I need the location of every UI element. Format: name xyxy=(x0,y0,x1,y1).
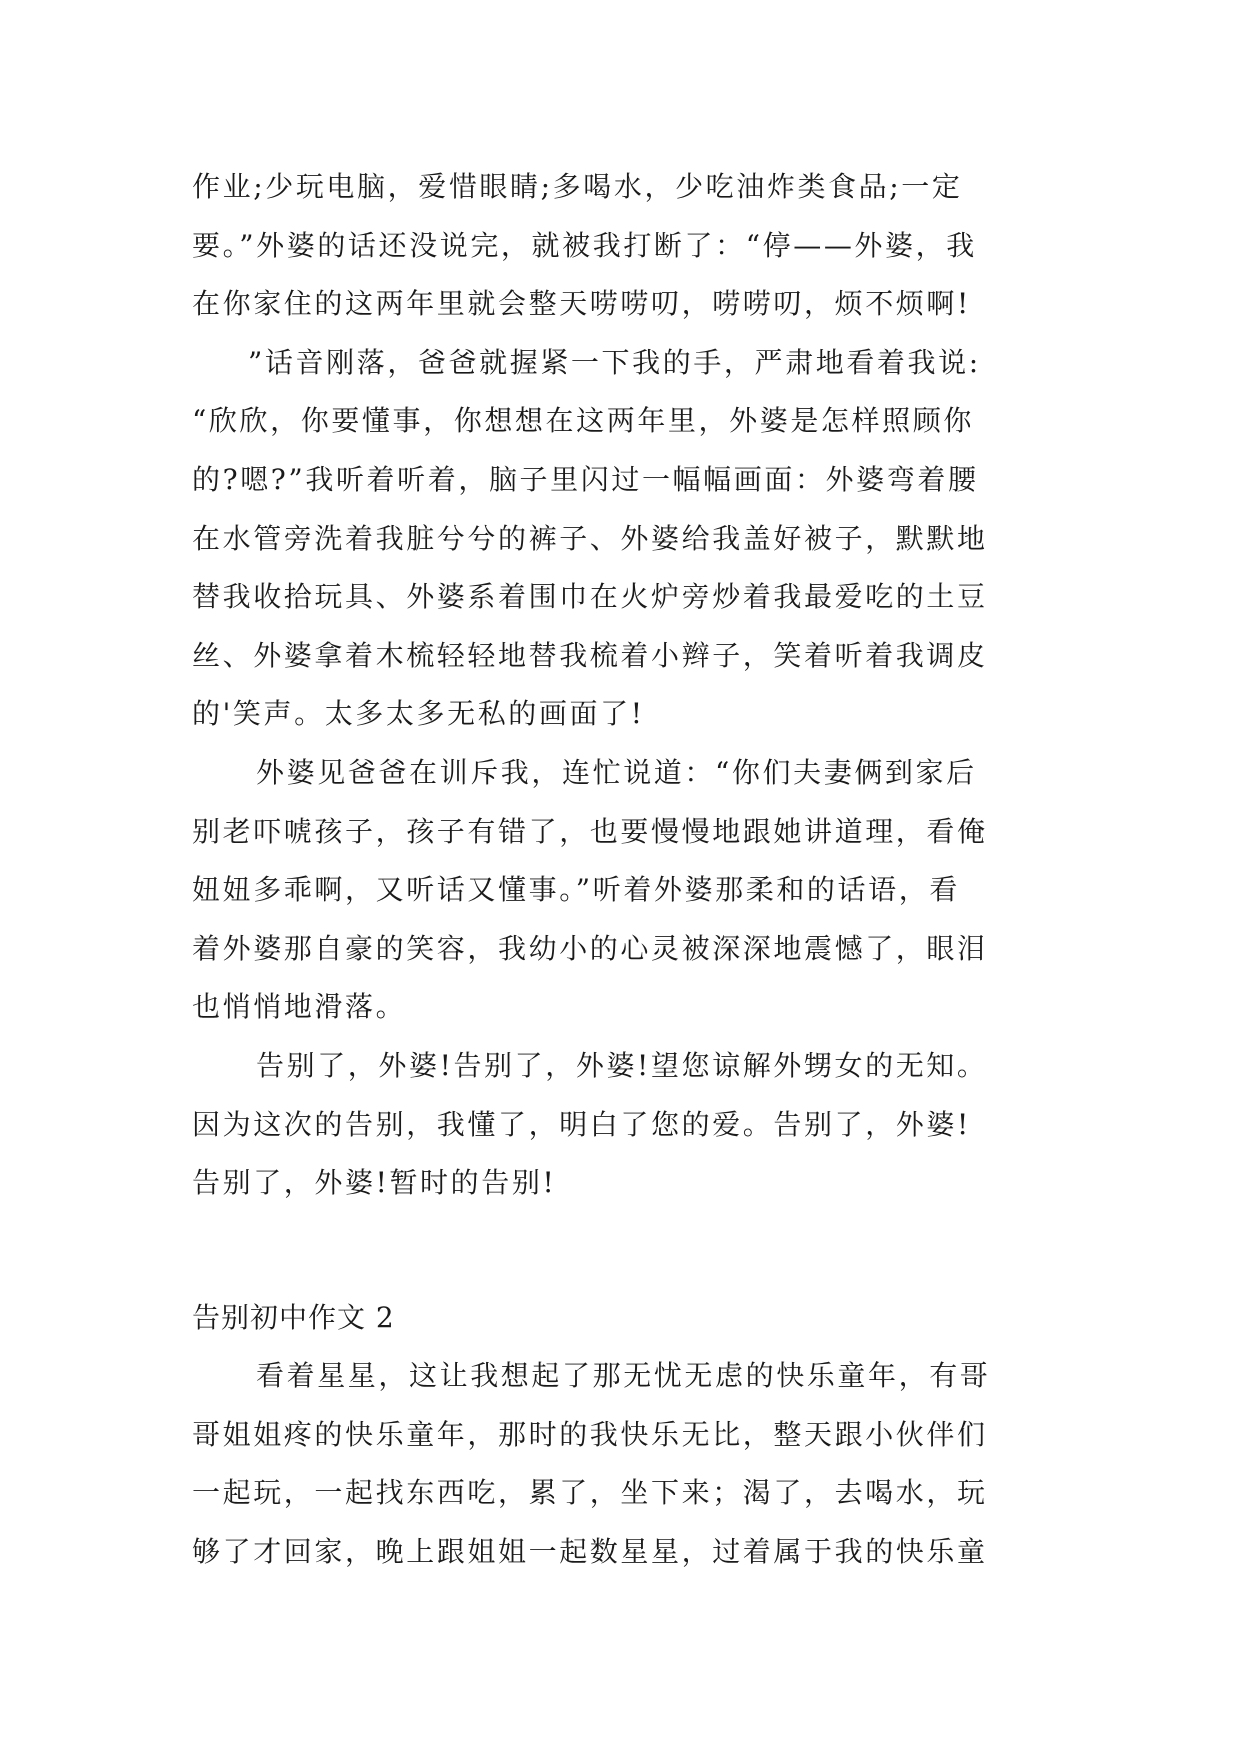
text-line: 在你家住的这两年里就会整天唠唠叨，唠唠叨，烦不烦啊! xyxy=(192,287,971,321)
text-line: 够了才回家，晚上跟姐姐一起数星星，过着属于我的快乐童 xyxy=(192,1535,988,1569)
text-line: 别老吓唬孩子，孩子有错了，也要慢慢地跟她讲道理，看俺 xyxy=(192,814,988,848)
text-line: 也悄悄地滑落。 xyxy=(192,990,407,1024)
text-line: 哥姐姐疼的快乐童年，那时的我快乐无比，整天跟小伙伴们 xyxy=(192,1417,988,1451)
text-line: 作业;少玩电脑，爱惜眼睛;多喝水，少吃油炸类食品;一定 xyxy=(192,170,963,203)
section-heading: 告别初中作文 2 xyxy=(192,1300,395,1334)
text-line: 丝、外婆拿着木梳轻轻地替我梳着小辫子，笑着听着我调皮 xyxy=(192,638,988,672)
paragraph-first-line: 告别了，外婆!告别了，外婆!望您谅解外甥女的无知。 xyxy=(256,1048,988,1082)
text-line: 因为这次的告别，我懂了，明白了您的爱。告别了，外婆! xyxy=(192,1107,971,1141)
text-line: ”话音刚落，爸爸就握紧一下我的手，严肃地看着我说: xyxy=(248,345,981,379)
text-line: 替我收拾玩具、外婆系着围巾在火炉旁炒着我最爱吃的土豆 xyxy=(192,580,988,614)
text-line: 告别了，外婆!暂时的告别! xyxy=(192,1166,557,1200)
text-line: 的'笑声。太多太多无私的画面了! xyxy=(192,697,645,731)
document-body xyxy=(192,158,1062,1582)
text-line: 的?嗯?”我听着听着，脑子里闪过一幅幅画面：外婆弯着腰 xyxy=(192,462,979,496)
text-line: 妞妞多乖啊，又听话又懂事。”听着外婆那柔和的话语，看 xyxy=(192,873,960,907)
paragraph-first-line: 看着星星，这让我想起了那无忧无虑的快乐童年，有哥 xyxy=(256,1359,991,1393)
paragraph-first-line: 外婆见爸爸在训斥我，连忙说道：“你们夫妻俩到家后 xyxy=(256,755,977,789)
text-line: 在水管旁洗着我脏兮兮的裤子、外婆给我盖好被子，默默地 xyxy=(192,521,988,555)
text-line: 一起玩，一起找东西吃，累了，坐下来；渴了，去喝水，玩 xyxy=(192,1476,988,1510)
text-line: “欣欣，你要懂事，你想想在这两年里，外婆是怎样照顾你 xyxy=(192,404,974,438)
section-gap xyxy=(192,1213,1062,1289)
text-line: 要。”外婆的话还没说完，就被我打断了：“停——外婆，我 xyxy=(192,228,977,262)
text-line: 着外婆那自豪的笑容，我幼小的心灵被深深地震憾了，眼泪 xyxy=(192,931,988,965)
